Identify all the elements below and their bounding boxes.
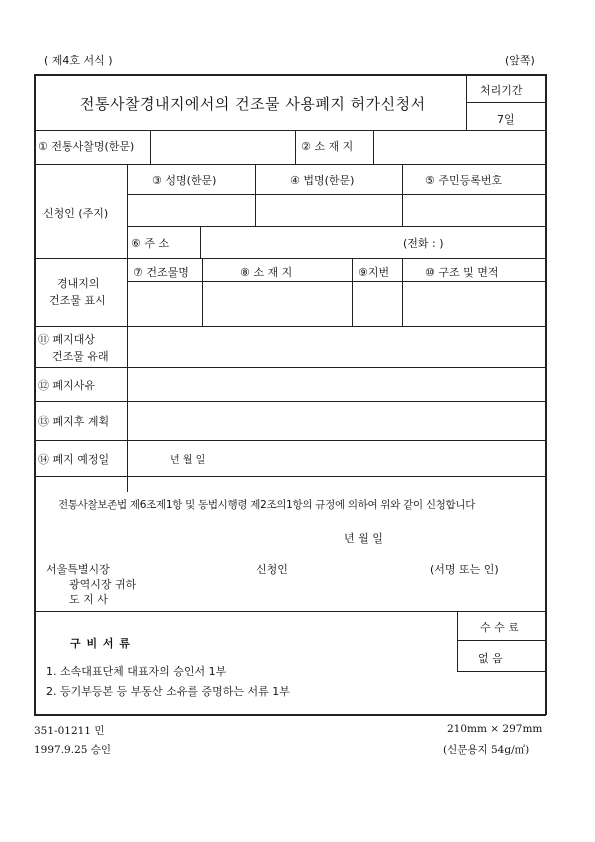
application-statement: 전통사찰보존법 제6조제1항 및 동법시행령 제2조의1항의 규정에 의하여 위와 같이 신청합니다	[58, 499, 476, 511]
building-lot-label: ⑨지번	[358, 266, 390, 279]
applicant-label: 신청인 (주지)	[43, 207, 109, 220]
divider	[35, 611, 545, 612]
building-location-label: ⑧ 소 재 지	[240, 266, 293, 279]
divider	[127, 281, 545, 282]
divider	[35, 258, 545, 259]
paper-type: (신문용지 54g/㎡)	[443, 744, 530, 756]
addressee-line2: 광역시장 귀하	[69, 578, 137, 591]
approval-date: 1997.9.25 승인	[34, 744, 112, 756]
applicant-sign-label: 신청인	[256, 563, 288, 576]
required-doc-item-2: 2. 등기부등본 등 부동산 소유를 증명하는 서류 1부	[46, 685, 290, 698]
origin-label-line1: ⑪ 폐지대상	[38, 333, 96, 346]
divider	[127, 194, 545, 195]
addressee-line3: 도 지 사	[69, 593, 108, 606]
reason-label: ⑫ 폐지사유	[38, 379, 96, 392]
building-structure-label: ⑩ 구조 및 면적	[425, 266, 499, 279]
building-name-label: ⑦ 건조물명	[133, 266, 189, 279]
divider	[457, 671, 545, 672]
divider	[35, 401, 545, 402]
paper-size: 210mm × 297mm	[447, 723, 543, 735]
addressee-line1: 서울특별시장	[46, 563, 110, 576]
divider	[127, 226, 545, 227]
divider	[457, 640, 545, 641]
divider	[35, 130, 545, 131]
page-side-label: (앞쪽)	[505, 54, 535, 67]
divider	[295, 130, 296, 164]
processing-period-label: 처리기간	[480, 84, 523, 97]
applicant-address-label: ⑥ 주 소	[131, 237, 170, 250]
fee-value: 없 음	[478, 652, 503, 665]
form-number: ( 제4호 서식 )	[44, 54, 113, 67]
origin-label-line2: 건조물 유래	[52, 350, 109, 363]
planned-date-label: ⑭ 폐지 예정일	[38, 453, 110, 466]
divider	[35, 476, 545, 477]
building-label-line2: 건조물 표시	[49, 294, 106, 307]
signature-label: (서명 또는 인)	[430, 563, 499, 576]
processing-period-value: 7일	[497, 113, 515, 126]
temple-name-label: ① 전통사찰명(한문)	[38, 140, 135, 153]
form-code: 351-01211 민	[34, 725, 105, 737]
plan-label: ⑬ 폐지후 계획	[38, 415, 110, 428]
frame-left	[34, 74, 36, 715]
applicant-name-label: ③ 성명(한문)	[152, 174, 217, 187]
divider	[35, 440, 545, 441]
applicant-phone-label: (전화 : )	[403, 237, 444, 250]
applicant-dharma-name-label: ④ 법명(한문)	[290, 174, 355, 187]
required-docs-title: 구 비 서 류	[70, 637, 131, 650]
divider	[466, 102, 545, 103]
form-title: 전통사찰경내지에서의 건조물 사용폐지 허가신청서	[80, 95, 426, 113]
frame-bottom	[34, 714, 546, 716]
divider	[373, 130, 374, 164]
divider	[35, 164, 545, 165]
divider	[402, 258, 403, 326]
divider	[200, 226, 201, 258]
divider	[35, 326, 545, 327]
frame-right	[545, 74, 547, 715]
building-label-line1: 경내지의	[57, 277, 100, 290]
planned-date-value: 년 월 일	[170, 455, 206, 466]
divider	[35, 367, 545, 368]
frame-top	[34, 74, 546, 76]
divider	[352, 258, 353, 326]
divider	[255, 164, 256, 226]
required-doc-item-1: 1. 소속대표단체 대표자의 승인서 1부	[46, 665, 227, 678]
divider	[402, 164, 403, 226]
divider	[202, 258, 203, 326]
fee-label: 수 수 료	[480, 621, 519, 634]
sign-date: 년 월 일	[344, 532, 383, 545]
temple-location-label: ② 소 재 지	[301, 140, 354, 153]
applicant-rrn-label: ⑤ 주민등록번호	[425, 174, 503, 187]
divider	[127, 164, 128, 492]
divider	[457, 611, 458, 671]
divider	[150, 130, 151, 164]
